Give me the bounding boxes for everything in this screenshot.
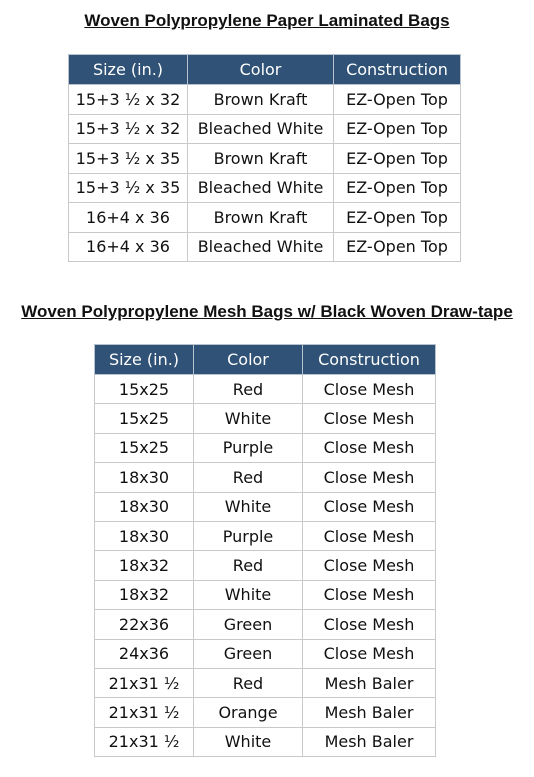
column-header: Size (in.) bbox=[69, 55, 188, 85]
table-row bbox=[69, 173, 461, 203]
table-cell: Brown Kraft bbox=[188, 144, 334, 174]
table-row bbox=[69, 144, 461, 174]
table-cell: Purple bbox=[194, 521, 303, 550]
table-row bbox=[95, 433, 436, 462]
table-cell: EZ-Open Top bbox=[334, 114, 461, 144]
table-cell: White bbox=[194, 492, 303, 521]
table-cell: Brown Kraft bbox=[188, 85, 334, 115]
table-cell: 21x31 ½ bbox=[95, 727, 194, 756]
mesh-bags-table bbox=[94, 344, 436, 757]
table-cell: Close Mesh bbox=[303, 433, 436, 462]
table-cell: Close Mesh bbox=[303, 492, 436, 521]
column-header: Color bbox=[188, 55, 334, 85]
laminated-bags-table bbox=[68, 54, 461, 262]
table-cell: 15+3 ½ x 32 bbox=[69, 85, 188, 115]
table-cell: Red bbox=[194, 668, 303, 697]
table-cell: 18x30 bbox=[95, 521, 194, 550]
table-row bbox=[95, 492, 436, 521]
table-row bbox=[95, 698, 436, 727]
column-header: Size (in.) bbox=[95, 345, 194, 375]
table-cell: Red bbox=[194, 551, 303, 580]
table-cell: Mesh Baler bbox=[303, 698, 436, 727]
table-cell: EZ-Open Top bbox=[334, 85, 461, 115]
table-cell: 16+4 x 36 bbox=[69, 203, 188, 233]
table-cell: Close Mesh bbox=[303, 375, 436, 404]
table-cell: Brown Kraft bbox=[188, 203, 334, 233]
table-cell: Purple bbox=[194, 433, 303, 462]
column-header: Construction bbox=[303, 345, 436, 375]
table-row bbox=[95, 404, 436, 433]
table-row bbox=[95, 727, 436, 756]
table-cell: 21x31 ½ bbox=[95, 698, 194, 727]
table-cell: Bleached White bbox=[188, 114, 334, 144]
table-cell: EZ-Open Top bbox=[334, 173, 461, 203]
table-cell: 18x30 bbox=[95, 492, 194, 521]
table-cell: Red bbox=[194, 463, 303, 492]
table-cell: Red bbox=[194, 375, 303, 404]
table-cell: 18x32 bbox=[95, 580, 194, 609]
table-cell: Bleached White bbox=[188, 173, 334, 203]
table-row bbox=[69, 85, 461, 115]
table-cell: 15+3 ½ x 32 bbox=[69, 114, 188, 144]
table-cell: Close Mesh bbox=[303, 463, 436, 492]
table-row bbox=[95, 375, 436, 404]
laminated-bags-title: Woven Polypropylene Paper Laminated Bags bbox=[84, 11, 450, 30]
table-cell: Close Mesh bbox=[303, 521, 436, 550]
table-cell: EZ-Open Top bbox=[334, 232, 461, 262]
table-header-row bbox=[69, 55, 461, 85]
table-cell: Orange bbox=[194, 698, 303, 727]
table-cell: 21x31 ½ bbox=[95, 668, 194, 697]
table-cell: Bleached White bbox=[188, 232, 334, 262]
table-row bbox=[69, 232, 461, 262]
table-row bbox=[95, 610, 436, 639]
table-cell: Close Mesh bbox=[303, 580, 436, 609]
table-cell: 16+4 x 36 bbox=[69, 232, 188, 262]
table-cell: Mesh Baler bbox=[303, 727, 436, 756]
table-cell: 15+3 ½ x 35 bbox=[69, 173, 188, 203]
table-cell: 18x30 bbox=[95, 463, 194, 492]
table-cell: 15x25 bbox=[95, 375, 194, 404]
table-cell: Mesh Baler bbox=[303, 668, 436, 697]
table-row bbox=[95, 551, 436, 580]
table-cell: EZ-Open Top bbox=[334, 144, 461, 174]
table-row bbox=[95, 580, 436, 609]
table-row bbox=[95, 668, 436, 697]
table-cell: Close Mesh bbox=[303, 610, 436, 639]
table-cell: Green bbox=[194, 639, 303, 668]
table-cell: 15+3 ½ x 35 bbox=[69, 144, 188, 174]
table-cell: 22x36 bbox=[95, 610, 194, 639]
table-cell: 24x36 bbox=[95, 639, 194, 668]
table-row bbox=[69, 114, 461, 144]
column-header: Color bbox=[194, 345, 303, 375]
table-cell: 15x25 bbox=[95, 433, 194, 462]
table-cell: White bbox=[194, 580, 303, 609]
table-row bbox=[95, 463, 436, 492]
mesh-bags-title: Woven Polypropylene Mesh Bags w/ Black Woven Draw-tape bbox=[21, 302, 513, 321]
table-row bbox=[69, 203, 461, 233]
column-header: Construction bbox=[334, 55, 461, 85]
table-cell: Close Mesh bbox=[303, 639, 436, 668]
table-cell: White bbox=[194, 727, 303, 756]
table-cell: Green bbox=[194, 610, 303, 639]
table-cell: EZ-Open Top bbox=[334, 203, 461, 233]
table-cell: 18x32 bbox=[95, 551, 194, 580]
table-row bbox=[95, 521, 436, 550]
table-cell: Close Mesh bbox=[303, 404, 436, 433]
table-cell: White bbox=[194, 404, 303, 433]
table-cell: Close Mesh bbox=[303, 551, 436, 580]
table-cell: 15x25 bbox=[95, 404, 194, 433]
table-header-row bbox=[95, 345, 436, 375]
table-row bbox=[95, 639, 436, 668]
